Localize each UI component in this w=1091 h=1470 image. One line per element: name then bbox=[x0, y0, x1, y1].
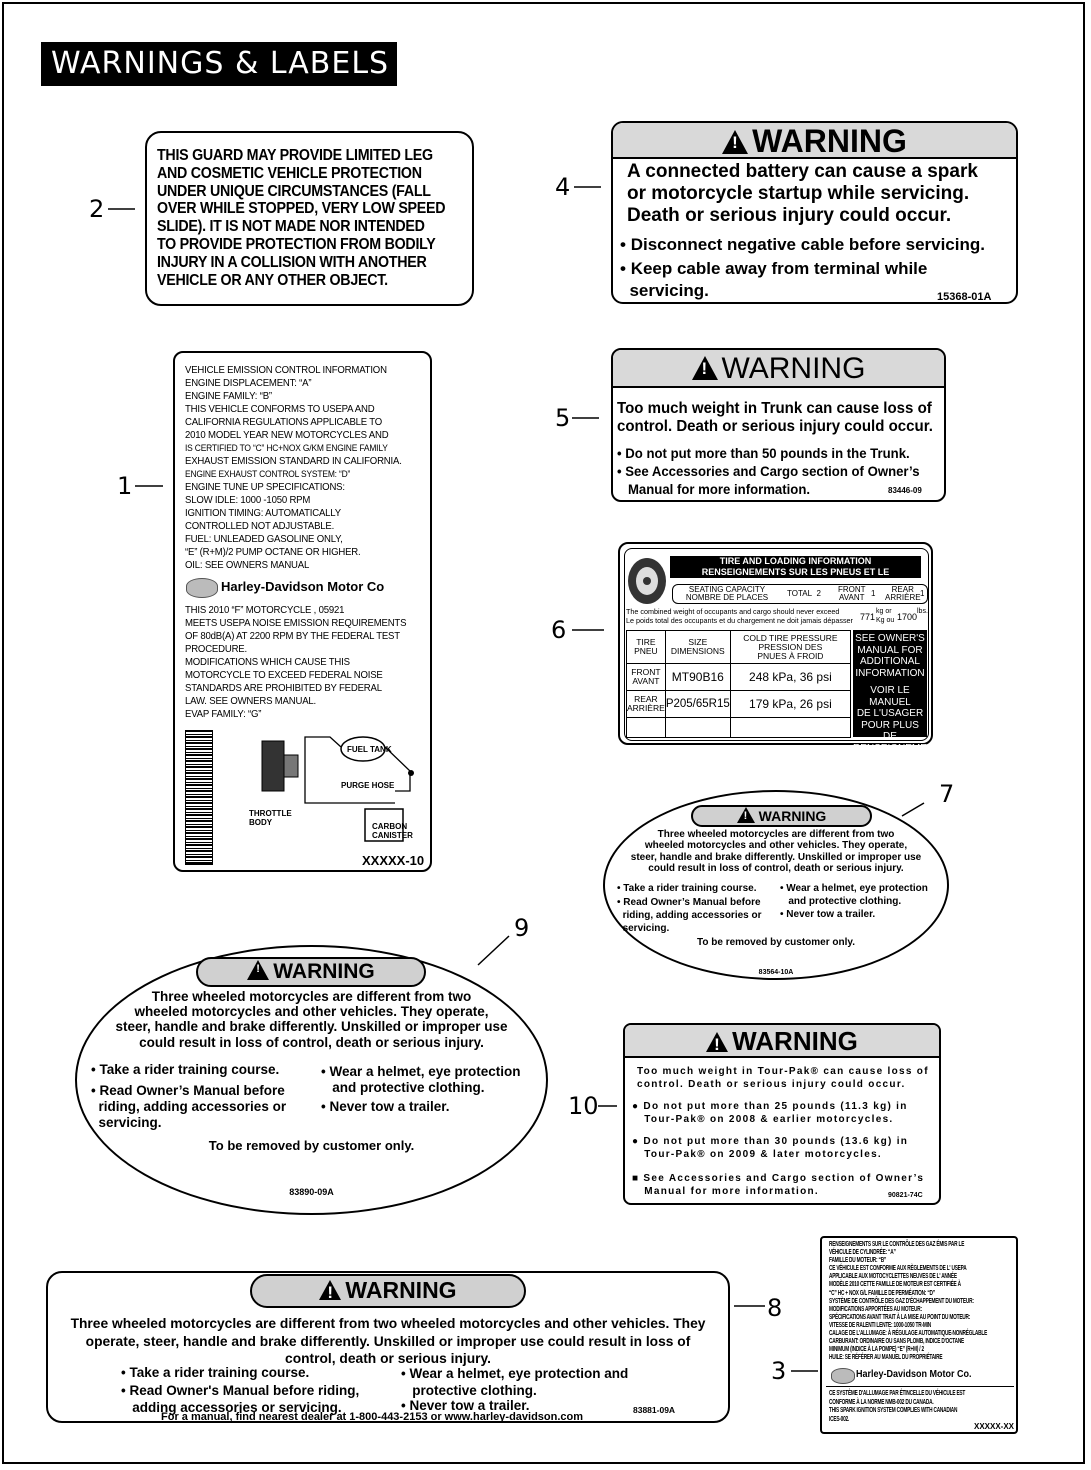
warning-triangle-icon bbox=[737, 807, 755, 823]
leader-9 bbox=[478, 936, 509, 965]
callout-10: 10 bbox=[568, 1092, 599, 1120]
callout-4: 4 bbox=[555, 173, 571, 201]
label-9-b1: • Take a rider training course. bbox=[91, 1062, 280, 1077]
harley-logo-icon bbox=[831, 1368, 855, 1384]
label-3-brand: Harley-Davidson Motor Co. bbox=[856, 1369, 972, 1380]
callout-9: 9 bbox=[514, 914, 530, 942]
label-1-text-a: VEHICLE EMISSION CONTROL INFORMATION ENGINE DISPLACEMENT: “A” ENGINE FAMILY: “B” THIS VEHICLE CONFORMS TO USEPA AND CALIFORNIA REGULATIONS APPLICABLE TO 2010 MODEL YEAR NEW MOTORCYCLES AND IS CERTIFIED TO “C” HC+NOX G/KM ENGINE FAMILY EXHAUST EMISSION STANDARD IN CALIFORNIA. ENGINE EXHAUST CONTROL SYSTEM: “D” ENGINE TUNE UP SPECIFICATIONS: SLOW IDLE: 1000 -1050 RPM IGNITION TIMING: AUTOMATICALLY CONTROLLED NOT ADJUSTABLE. FUEL: UNLEADED GASOLINE ONLY, “E” (R+M)/2 PUMP OCTANE OR HIGHER. OIL: SEE OWNERS MANUAL bbox=[185, 365, 402, 571]
label-4-bullet-1: • Disconnect negative cable before servicing. bbox=[620, 235, 985, 254]
label-4-battery-warning bbox=[611, 121, 1018, 304]
label-9-three-wheel-warning bbox=[75, 945, 548, 1215]
label-1-fuel-tank: FUEL TANK bbox=[347, 745, 392, 754]
label-9-b3: • Wear a helmet, eye protection and protective clothing. bbox=[321, 1064, 521, 1095]
callout-6: 6 bbox=[551, 616, 567, 644]
label-9-part: 83890-09A bbox=[289, 1187, 334, 1197]
label-5-part: 83446-09 bbox=[888, 486, 922, 495]
label-8-b1: • Take a rider training course. bbox=[121, 1365, 310, 1380]
label-5-trunk-warning bbox=[611, 348, 946, 502]
label-7-three-wheel-warning bbox=[603, 790, 949, 980]
label-8-part: 83881-09A bbox=[633, 1405, 676, 1415]
label-5-bullet-1: • Do not put more than 50 pounds in the Trunk. bbox=[617, 445, 910, 461]
warning-triangle-icon bbox=[319, 1280, 341, 1300]
label-3-canadian-emission bbox=[820, 1236, 1018, 1434]
label-3-part: XXXXX-XX bbox=[974, 1422, 1015, 1431]
callout-7: 7 bbox=[939, 780, 955, 808]
label-5-bullet-2: • See Accessories and Cargo section of Owner’s Manual for more information. bbox=[617, 463, 920, 497]
label-4-header: !WARNING bbox=[613, 123, 1016, 159]
label-8-b3: • Wear a helmet, eye protection and protective clothing. bbox=[401, 1366, 629, 1398]
tire-icon bbox=[626, 556, 668, 606]
barcode bbox=[185, 730, 213, 865]
label-10-body: Too much weight in Tour-Pak® can cause loss of control. Death or serious injury could occur. bbox=[637, 1066, 929, 1090]
label-6-header: TIRE AND LOADING INFORMATION RENSEIGNEMENTS SUR LES PNEUS ET LE CHARGEMENT bbox=[670, 556, 921, 578]
label-8-b4: • Never tow a trailer. bbox=[401, 1398, 530, 1413]
label-8-three-wheel-warning bbox=[46, 1271, 730, 1423]
label-2-guard bbox=[145, 131, 474, 306]
label-1-part: XXXXX-10 bbox=[362, 853, 425, 868]
warning-triangle-icon bbox=[247, 960, 269, 980]
label-1-emission bbox=[173, 351, 432, 872]
label-3-text-a: RENSEIGNEMENTS SUR LE CONTRÔLE DES GAZ ÉMIS PAR LE VÉHICULE DE CYLINDRÉE: “A” FAMILLE DU MOTEUR: “B” CE VÉHICULE EST CONFORME AUX RÈGLEMENTS DE L' USEPA APPLICABLE AUX MOTOCYCLETTES NEUVES DE L' ANNÉE MODÈLE 2010 CETTE FAMILLE DE MOTEUR EST CERTIFIÉE À “C” HC + NOX G/L FAMILLE DE PERMÉATION: “D” SYSTÈME DE CONTRÔLE DES GAZ D'ÉCHAPPEMENT DU MOTEUR: MODIFICATIONS APPORTÉES AU MOTEUR: SPÉCIFICATIONS AVANT TRAIT À LA MISE AU POINT DU MOTEUR: VITESSE DE RALENTI LENTE: 1000-1050 TR-MIN CALAGE DE L'ALLUMAGE: À RÉGULAGE AUTOMATIQUE-NONRÉGLABLE CARBURANT: ORDINAIRE OU SANS PLOMB, INDICE D'OCTANE MINIMUM (INDICE À LA POMPE) “E” (R+M) / 2 HUILE: SE RÉFÉRER AU MANUEL DU PROPRIÉTAIRE bbox=[829, 1241, 988, 1362]
callout-2: 2 bbox=[89, 195, 105, 223]
throttle-body-shape bbox=[262, 741, 284, 791]
label-9-b4: • Never tow a trailer. bbox=[321, 1099, 450, 1114]
label-4-part: 15368-01A bbox=[937, 291, 992, 303]
label-8-body: Three wheeled motorcycles are different from two wheeled motorcycles and other vehicles. They operate, steer, handle and brake differently. Unskilled or improper use could result in loss of control, death or serious injury. bbox=[70, 1316, 706, 1366]
warning-triangle-icon bbox=[706, 1032, 728, 1052]
label-1-carbon-canister: CARBON CANISTER bbox=[372, 822, 413, 840]
label-1-text-b: THIS 2010 “F” MOTORCYCLE , 05921 MEETS USEPA NOISE EMISSION REQUIREMENTS OF 80dB(A) AT 2200 RPM BY THE FEDERAL TEST PROCEDURE. MODIFICATIONS WHICH CAUSE THIS MOTORCYCLE TO EXCEED FEDERAL NOISE STANDARDS ARE PROHIBITED BY FEDERAL LAW. SEE OWNERS MANUAL. EVAP FAMILY: “G” bbox=[185, 605, 407, 720]
label-8-b2: • Read Owner's Manual before riding, adding accessories or servicing. bbox=[121, 1383, 360, 1415]
label-10-b1: ● Do not put more than 25 pounds (11.3 kg) in Tour-Pak® on 2008 & earlier motorcycles. bbox=[632, 1101, 908, 1125]
tire-pressure-table: TIRE PNEU SIZE DIMENSIONS COLD TIRE PRESSURE PRESSION DES PNUES À FROID FRONT AVANT MT90B16 248 kPa, 36 psi REAR ARRIÈRE P205/65R15 179 kPa, 26 psi bbox=[626, 630, 851, 738]
label-10-b3: ■ See Accessories and Cargo section of Owner’s Manual for more information. bbox=[632, 1173, 925, 1197]
label-6-seating-row: SEATING CAPACITY NOMBRE DE PLACES TOTAL 2 FRONT AVANT 1 REAR ARRIÈRE 1 bbox=[672, 584, 928, 604]
label-7-b2: • Read Owner’s Manual before riding, adding accessories or servicing. bbox=[617, 897, 762, 934]
harley-logo-icon bbox=[186, 578, 218, 598]
label-10-header: !WARNING bbox=[625, 1025, 939, 1058]
leader-7 bbox=[902, 803, 924, 816]
label-7-b3: • Wear a helmet, eye protection and protective clothing. bbox=[780, 883, 928, 907]
label-3-divider bbox=[826, 1386, 1014, 1387]
label-8-footer: For a manual, find nearest dealer at 1-800-443-2153 or www.harley-davidson.com bbox=[161, 1411, 584, 1423]
label-9-body: Three wheeled motorcycles are different from two wheeled motorcycles and other vehicles. They operate, steer, handle and brake differently. Unskilled or improper use could result in loss of control, death or serious injury. bbox=[115, 989, 508, 1050]
label-8-header: !WARNING bbox=[250, 1274, 526, 1308]
label-3-text-b: CE SYSTÈME D'ALLUMAGE PAR ÉTINCELLE DU VÉHICULE EST CONFORME À LA NORME NMB-002 DU CANADA. THIS SPARK IGNITION SYSTEM COMPLIES WITH CANADIAN ICES-002. bbox=[829, 1390, 966, 1423]
label-2-text: THIS GUARD MAY PROVIDE LIMITED LEG AND COSMETIC VEHICLE PROTECTION UNDER UNIQUE CIRCUMSTANCES (FALL OVER WHILE STOPPED, VERY LOW SPEED SLIDE). IT IS NOT MADE NOR INTENDED TO PROVIDE PROTECTION FROM BODILY INJURY IN A COLLISION WITH ANOTHER VEHICLE OR ANY OTHER OBJECT. bbox=[157, 147, 446, 289]
label-7-part: 83564-10A bbox=[758, 969, 794, 976]
label-1-brand: Harley-Davidson Motor Co bbox=[221, 579, 385, 594]
label-4-bullet-2: • Keep cable away from terminal while servicing. bbox=[620, 259, 928, 300]
label-9-removed: To be removed by customer only. bbox=[208, 1138, 415, 1153]
label-10-b2: ● Do not put more than 30 pounds (13.6 kg) in Tour-Pak® on 2009 & later motorcycles. bbox=[632, 1136, 909, 1160]
callout-3: 3 bbox=[771, 1357, 787, 1385]
warning-triangle-icon bbox=[692, 356, 718, 380]
label-1-throttle-body: THROTTLE BODY bbox=[249, 809, 292, 827]
label-6-tire-info: TIRE AND LOADING INFORMATION RENSEIGNEMENTS SUR LES PNEUS ET LE CHARGEMENT SEATING CAPACITY NOMBRE DE PLACES TOTAL 2 FRONT AVANT 1 REAR ARRIÈRE 1 The combined weight of occupants and cargo should never exceed Le poids total des occupants et du chargement ne doit jamais dépasser 771 kg or Kg ou 1700 lbs. TIRE PNEU SIZE DIMENSIONS COLD TIRE PRESSURE PRESSION DES PNUES À FROID FRONT AVANT MT90B16 248 kPa, 36 psi REAR ARRIÈRE P205/65R15 179 kPa, 26 psi SEE OWNER'S MANUAL FOR ADDITIONAL INFORMATION VOIR LE MANUEL DE L'USAGER POUR PLUS DE RENSEIGNEMENTS bbox=[618, 542, 933, 745]
label-4-body: A connected battery can cause a spark or motorcycle startup while servicing. Death or serious injury could occur. bbox=[627, 161, 978, 226]
label-6-combined: The combined weight of occupants and cargo should never exceed Le poids total des occupants et du chargement ne doit jamais dépasser bbox=[626, 607, 853, 625]
page-title: WARNINGS & LABELS bbox=[41, 42, 397, 86]
label-9-header: !WARNING bbox=[196, 957, 426, 987]
label-10-tourpak-warning bbox=[623, 1023, 941, 1205]
label-10-part: 90821-74C bbox=[888, 1192, 923, 1199]
callout-8: 8 bbox=[767, 1294, 783, 1322]
label-7-body: Three wheeled motorcycles are different from two wheeled motorcycles and other vehicles. They operate, steer, handle and brake differently. Unskilled or improper use could result in loss of control, death or serious injury. bbox=[630, 829, 922, 874]
label-5-header: !WARNING bbox=[613, 350, 944, 388]
callout-1: 1 bbox=[117, 472, 133, 500]
label-9-b2: • Read Owner’s Manual before riding, adding accessories or servicing. bbox=[91, 1083, 287, 1130]
label-1-purge-hose: PURGE HOSE bbox=[341, 781, 395, 790]
warning-triangle-icon bbox=[722, 130, 748, 154]
label-6-manual-box: SEE OWNER'S MANUAL FOR ADDITIONAL INFORMATION VOIR LE MANUEL DE L'USAGER POUR PLUS DE RENSEIGNEMENTS bbox=[853, 630, 927, 737]
callout-5: 5 bbox=[555, 404, 571, 432]
label-7-b4: • Never tow a trailer. bbox=[780, 909, 876, 920]
label-7-removed: To be removed by customer only. bbox=[697, 937, 855, 948]
label-7-b1: • Take a rider training course. bbox=[617, 883, 757, 894]
label-7-header: !WARNING bbox=[691, 805, 872, 827]
label-5-body: Too much weight in Trunk can cause loss of control. Death or serious injury could occur. bbox=[617, 400, 933, 435]
